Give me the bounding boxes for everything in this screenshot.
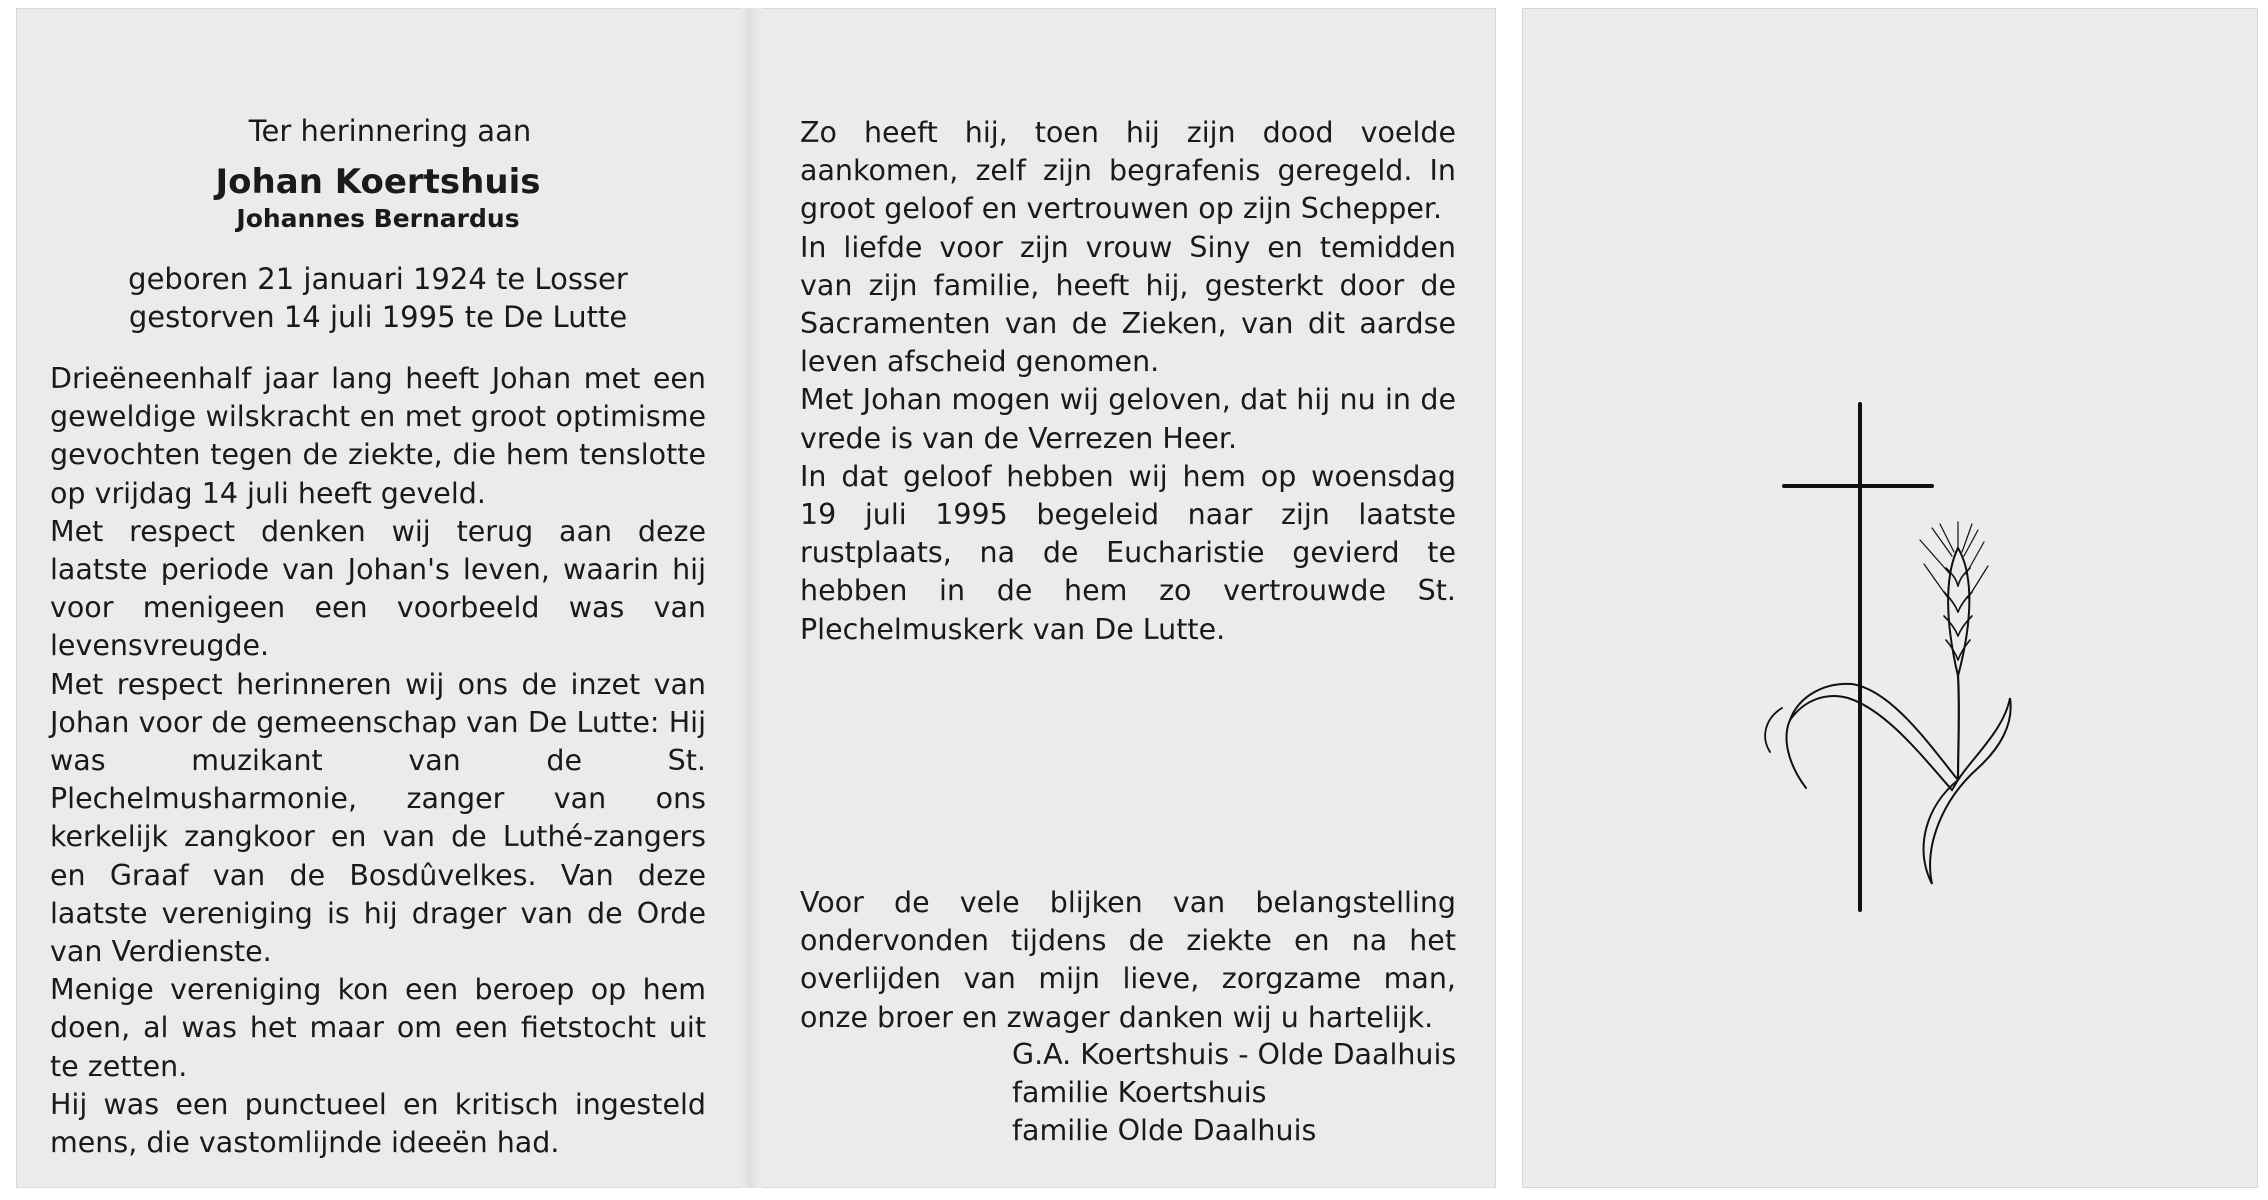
left-paragraph: Menige vereniging kon een beroep op hem doen, al was het maar om een fietstocht uit te zetten. (50, 973, 706, 1083)
signature-block (1012, 1036, 1462, 1151)
signature-line: familie Koertshuis (1012, 1076, 1267, 1110)
signature-line: G.A. Koertshuis - Olde Daalhuis (1012, 1038, 1457, 1071)
left-paragraph: Met respect denken wij terug aan deze laatste periode van Johan's leven, waarin hij voor menigeen een voorbeeld was van levensvreugde. (50, 514, 706, 663)
signature-line: familie Olde Daalhuis (1012, 1114, 1317, 1148)
death-line: gestorven 14 juli 1995 te De Lutte (128, 300, 628, 334)
deceased-given-names: Johannes Bernardus (236, 204, 520, 233)
birth-line: geboren 21 januari 1924 te Losser (128, 262, 628, 296)
intro-text: Ter herinnering aan (248, 114, 532, 148)
card-fold (740, 8, 762, 1188)
left-panel (50, 112, 706, 1162)
middle-paragraph: In liefde voor zijn vrouw Siny en temidden van zijn familie, heeft hij, gesterkt door de Sacramenten van de Zieken, van dit aardse leven afscheid genomen. (800, 230, 1456, 379)
memorial-card-inside (16, 8, 1496, 1188)
left-paragraph: Drieëneenhalf jaar lang heeft Johan met een geweldige wilskracht en met groot optimisme gevochten tegen de ziekte, die hem tenslotte op vrijdag 14 juli heeft geveld. (50, 362, 706, 510)
left-paragraph: Met respect herinneren wij ons de inzet van Johan voor de gemeenschap van De Lutte: Hij was muzikant van de St. Plechelmusharmonie, zanger van ons kerkelijk zangkoor en van de Luthé-zangers en Graaf van de Bosdûvelkes. Van deze laatste vereniging is hij drager van de Orde van Verdienste. (50, 667, 706, 969)
cross-with-wheat-icon (1522, 8, 2258, 1188)
thanks-block (800, 884, 1456, 1037)
middle-paragraph: Zo heeft hij, toen hij zijn dood voelde aankomen, zelf zijn begrafenis geregeld. In groot geloof en vertrouwen op zijn Schepper. (800, 116, 1456, 226)
deceased-name: Johan Koertshuis (215, 162, 541, 202)
middle-paragraph: Met Johan mogen wij geloven, dat hij nu in de vrede is van de Verrezen Heer. (800, 383, 1456, 455)
memorial-card-back (1522, 8, 2258, 1188)
left-paragraph: Hij was een punctueel en kritisch ingesteld mens, die vastomlijnde ideeën had. (50, 1087, 706, 1160)
middle-panel (800, 114, 1456, 649)
thanks-text: Voor de vele blijken van belangstelling ondervonden tijdens de ziekte en na het overlijden van mijn lieve, zorgzame man, onze broer en zwager danken wij u hartelijk. (800, 886, 1456, 1034)
middle-paragraph: In dat geloof hebben wij hem op woensdag 19 juli 1995 begeleid naar zijn laatste rustplaats, na de Eucharistie gevierd te hebben in de hem zo vertrouwde St. Plechelmuskerk van De Lutte. (800, 459, 1456, 646)
